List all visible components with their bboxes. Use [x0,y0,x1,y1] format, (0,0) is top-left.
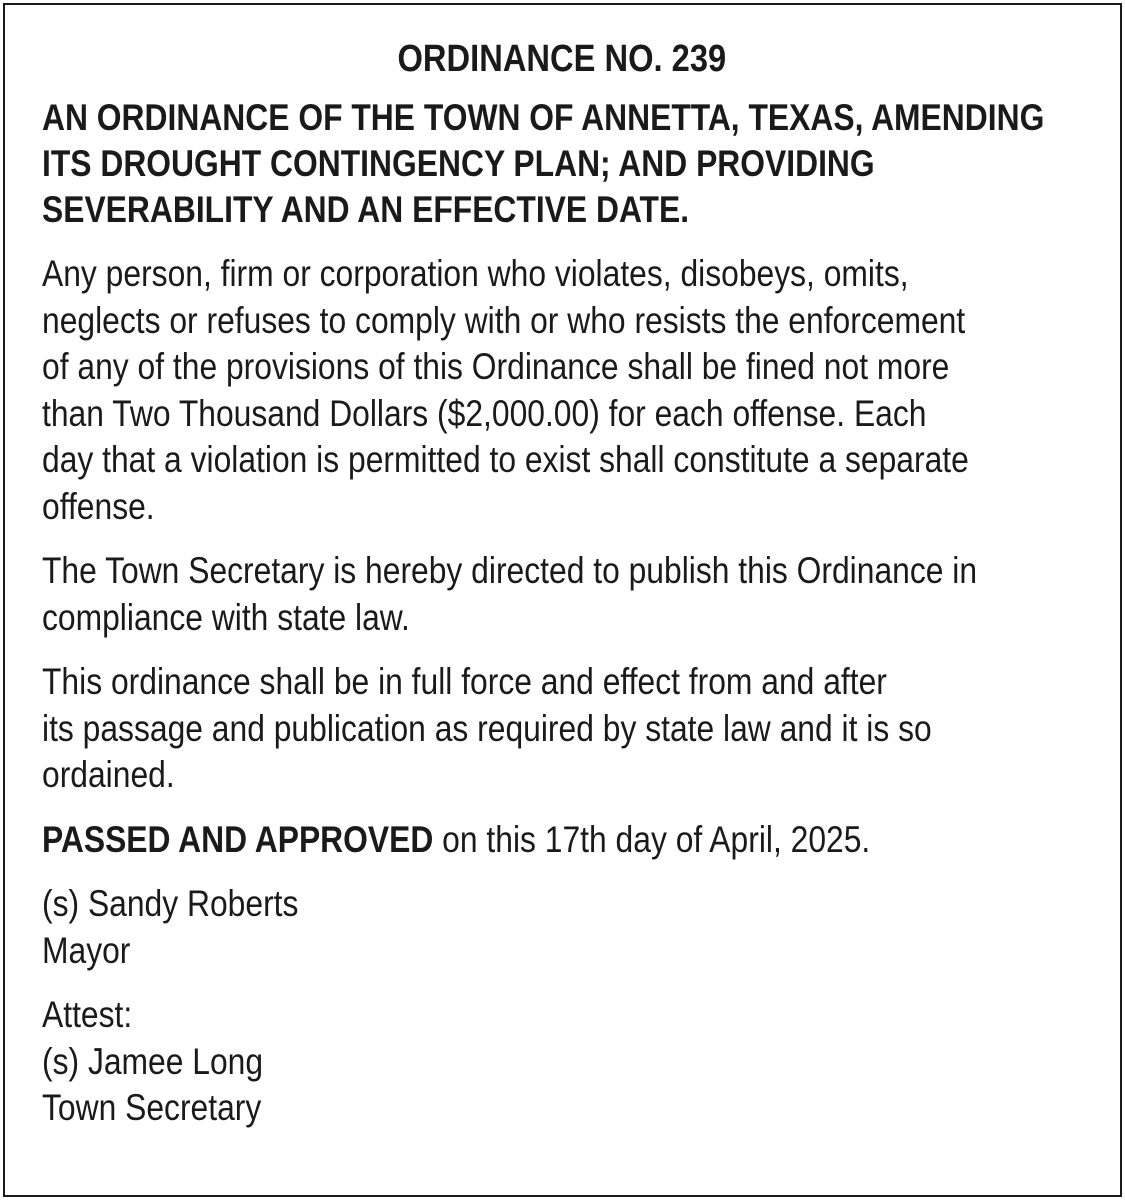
heading-line: ITS DROUGHT CONTINGENCY PLAN; AND PROVIDING [42,143,875,184]
passed-label: PASSED AND APPROVED [42,818,434,860]
heading-line: AN ORDINANCE OF THE TOWN OF ANNETTA, TEXAS, AMENDING [42,97,1045,138]
paragraph-line: This ordinance shall be in full force and effect from and after [42,661,887,702]
penalty-paragraph [42,251,1082,530]
passed-date-text: on this 17th day of April, 2025. [433,818,871,860]
legal-notice [3,3,1122,1197]
paragraph-line: The Town Secretary is hereby directed to publish this Ordinance in [42,550,978,591]
secretary-signature: (s) Jamee Long [42,1040,264,1082]
paragraph-line: day that a violation is permitted to exist shall constitute a separate [42,439,969,480]
paragraph-line: its passage and publication as required by state law and it is so [42,707,932,749]
mayor-role: Mayor [42,929,131,971]
passed-and-approved [42,817,1082,864]
secretary-role: Town Secretary [42,1087,262,1128]
paragraph-line: offense. [42,485,155,527]
paragraph-line: ordained. [42,754,175,795]
paragraph-line: Any person, firm or corporation who violates, disobeys, omits, [42,253,909,294]
publication-paragraph [42,548,1082,641]
mayor-signature: (s) Sandy Roberts [42,883,299,924]
notice-content [42,35,1082,1150]
mayor-signature-block [42,881,1082,974]
paragraph-line: of any of the provisions of this Ordinance shall be fined not more [42,346,950,387]
paragraph-line: than Two Thousand Dollars ($2,000.00) for each offense. Each [42,392,927,434]
attest-block [42,992,1082,1132]
paragraph-line: compliance with state law. [42,596,410,638]
ordinance-title: ORDINANCE NO. 239 [397,38,727,80]
paragraph-line: neglects or refuses to comply with or who resists the enforcement [42,299,966,341]
heading-line: SEVERABILITY AND AN EFFECTIVE DATE. [42,189,690,230]
ordinance-heading [42,95,1082,233]
effective-date-paragraph [42,659,1082,799]
attest-label: Attest: [42,994,133,1035]
